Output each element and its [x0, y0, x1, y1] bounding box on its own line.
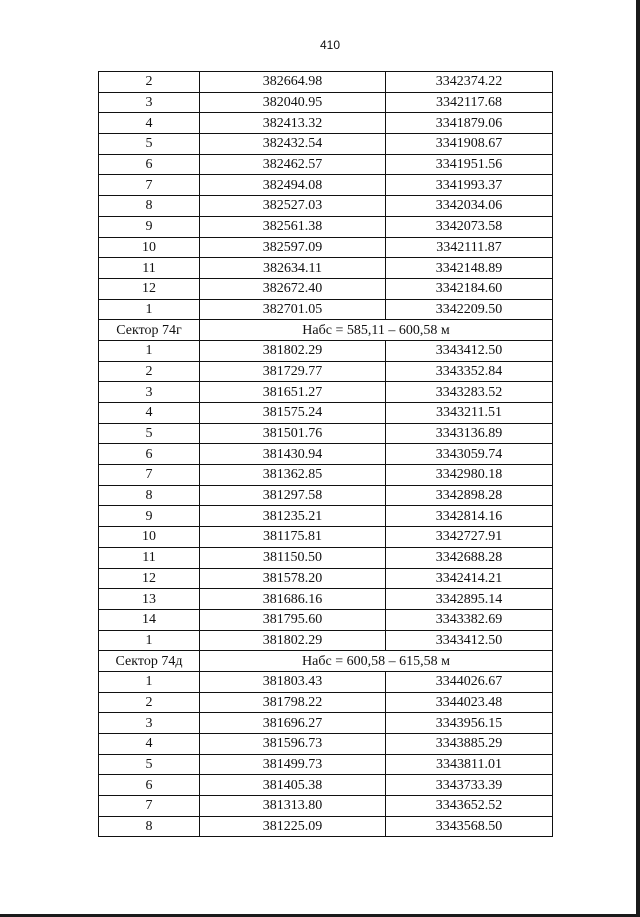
- point-number: 6: [99, 775, 200, 796]
- x-coordinate: 381501.76: [200, 423, 386, 444]
- table-row: [99, 506, 553, 527]
- x-coordinate: 382040.95: [200, 92, 386, 113]
- y-coordinate: 3342688.28: [386, 547, 553, 568]
- coordinates-table-body: [99, 72, 553, 837]
- point-number: 10: [99, 237, 200, 258]
- table-row: [99, 340, 553, 361]
- y-coordinate: 3342209.50: [386, 299, 553, 320]
- table-row: [99, 72, 553, 93]
- y-coordinate: 3342117.68: [386, 92, 553, 113]
- table-row: [99, 630, 553, 651]
- x-coordinate: 381795.60: [200, 609, 386, 630]
- y-coordinate: 3343652.52: [386, 796, 553, 817]
- table-row: [99, 361, 553, 382]
- table-row: [99, 485, 553, 506]
- table-row: [99, 444, 553, 465]
- y-coordinate: 3343733.39: [386, 775, 553, 796]
- table-row: [99, 113, 553, 134]
- y-coordinate: 3341951.56: [386, 154, 553, 175]
- point-number: 4: [99, 403, 200, 424]
- point-number: 11: [99, 258, 200, 279]
- table-row: [99, 196, 553, 217]
- sector-height-range: Набс = 585,11 – 600,58 м: [200, 320, 553, 341]
- y-coordinate: 3342898.28: [386, 485, 553, 506]
- y-coordinate: 3343811.01: [386, 754, 553, 775]
- x-coordinate: 382634.11: [200, 258, 386, 279]
- point-number: 8: [99, 816, 200, 837]
- x-coordinate: 381686.16: [200, 589, 386, 610]
- point-number: 5: [99, 134, 200, 155]
- table-row: [99, 154, 553, 175]
- point-number: 14: [99, 609, 200, 630]
- table-row: [99, 527, 553, 548]
- table-row: [99, 403, 553, 424]
- x-coordinate: 381297.58: [200, 485, 386, 506]
- y-coordinate: 3343382.69: [386, 609, 553, 630]
- point-number: 2: [99, 361, 200, 382]
- x-coordinate: 381596.73: [200, 734, 386, 755]
- x-coordinate: 382597.09: [200, 237, 386, 258]
- x-coordinate: 381313.80: [200, 796, 386, 817]
- y-coordinate: 3342111.87: [386, 237, 553, 258]
- x-coordinate: 382672.40: [200, 278, 386, 299]
- scan-edge-right: [636, 0, 640, 917]
- y-coordinate: 3344026.67: [386, 671, 553, 692]
- y-coordinate: 3343412.50: [386, 340, 553, 361]
- coordinates-table: [98, 71, 553, 837]
- point-number: 2: [99, 692, 200, 713]
- point-number: 3: [99, 713, 200, 734]
- point-number: 3: [99, 92, 200, 113]
- table-row: [99, 278, 553, 299]
- x-coordinate: 381235.21: [200, 506, 386, 527]
- y-coordinate: 3342148.89: [386, 258, 553, 279]
- x-coordinate: 382494.08: [200, 175, 386, 196]
- sector-height-range: Набс = 600,58 – 615,58 м: [200, 651, 553, 672]
- point-number: 8: [99, 196, 200, 217]
- y-coordinate: 3343283.52: [386, 382, 553, 403]
- table-row: [99, 609, 553, 630]
- table-row: [99, 465, 553, 486]
- x-coordinate: 381651.27: [200, 382, 386, 403]
- sector-label: Сектор 74г: [99, 320, 200, 341]
- point-number: 1: [99, 671, 200, 692]
- y-coordinate: 3343956.15: [386, 713, 553, 734]
- y-coordinate: 3341993.37: [386, 175, 553, 196]
- y-coordinate: 3342814.16: [386, 506, 553, 527]
- point-number: 6: [99, 444, 200, 465]
- point-number: 1: [99, 299, 200, 320]
- point-number: 12: [99, 568, 200, 589]
- y-coordinate: 3341879.06: [386, 113, 553, 134]
- y-coordinate: 3342414.21: [386, 568, 553, 589]
- x-coordinate: 381578.20: [200, 568, 386, 589]
- table-row: [99, 216, 553, 237]
- x-coordinate: 381696.27: [200, 713, 386, 734]
- point-number: 4: [99, 734, 200, 755]
- point-number: 5: [99, 423, 200, 444]
- x-coordinate: 382527.03: [200, 196, 386, 217]
- point-number: 5: [99, 754, 200, 775]
- x-coordinate: 381225.09: [200, 816, 386, 837]
- y-coordinate: 3342034.06: [386, 196, 553, 217]
- table-row: [99, 382, 553, 403]
- table-row: [99, 796, 553, 817]
- point-number: 7: [99, 175, 200, 196]
- x-coordinate: 381175.81: [200, 527, 386, 548]
- x-coordinate: 381802.29: [200, 340, 386, 361]
- table-row: [99, 734, 553, 755]
- y-coordinate: 3343211.51: [386, 403, 553, 424]
- point-number: 1: [99, 630, 200, 651]
- y-coordinate: 3341908.67: [386, 134, 553, 155]
- x-coordinate: 381430.94: [200, 444, 386, 465]
- y-coordinate: 3342895.14: [386, 589, 553, 610]
- point-number: 1: [99, 340, 200, 361]
- table-row: [99, 423, 553, 444]
- page-number: 410: [319, 38, 341, 52]
- table-row: [99, 589, 553, 610]
- y-coordinate: 3343568.50: [386, 816, 553, 837]
- x-coordinate: 382432.54: [200, 134, 386, 155]
- y-coordinate: 3343352.84: [386, 361, 553, 382]
- x-coordinate: 381499.73: [200, 754, 386, 775]
- x-coordinate: 381729.77: [200, 361, 386, 382]
- point-number: 7: [99, 465, 200, 486]
- table-row: [99, 134, 553, 155]
- table-row: [99, 671, 553, 692]
- x-coordinate: 381362.85: [200, 465, 386, 486]
- y-coordinate: 3342184.60: [386, 278, 553, 299]
- x-coordinate: 381798.22: [200, 692, 386, 713]
- table-row: [99, 299, 553, 320]
- sector-header-row: [99, 320, 553, 341]
- table-row: [99, 692, 553, 713]
- point-number: 2: [99, 72, 200, 93]
- y-coordinate: 3343412.50: [386, 630, 553, 651]
- point-number: 10: [99, 527, 200, 548]
- point-number: 11: [99, 547, 200, 568]
- table-row: [99, 754, 553, 775]
- y-coordinate: 3344023.48: [386, 692, 553, 713]
- y-coordinate: 3342727.91: [386, 527, 553, 548]
- y-coordinate: 3343136.89: [386, 423, 553, 444]
- x-coordinate: 382413.32: [200, 113, 386, 134]
- table-row: [99, 237, 553, 258]
- x-coordinate: 382561.38: [200, 216, 386, 237]
- table-row: [99, 816, 553, 837]
- point-number: 13: [99, 589, 200, 610]
- point-number: 9: [99, 216, 200, 237]
- point-number: 12: [99, 278, 200, 299]
- table-row: [99, 775, 553, 796]
- y-coordinate: 3342073.58: [386, 216, 553, 237]
- table-row: [99, 92, 553, 113]
- x-coordinate: 381803.43: [200, 671, 386, 692]
- y-coordinate: 3343059.74: [386, 444, 553, 465]
- point-number: 9: [99, 506, 200, 527]
- point-number: 7: [99, 796, 200, 817]
- y-coordinate: 3343885.29: [386, 734, 553, 755]
- table-row: [99, 713, 553, 734]
- x-coordinate: 381575.24: [200, 403, 386, 424]
- table-row: [99, 258, 553, 279]
- x-coordinate: 381150.50: [200, 547, 386, 568]
- x-coordinate: 381405.38: [200, 775, 386, 796]
- point-number: 3: [99, 382, 200, 403]
- x-coordinate: 381802.29: [200, 630, 386, 651]
- y-coordinate: 3342980.18: [386, 465, 553, 486]
- point-number: 8: [99, 485, 200, 506]
- table-row: [99, 547, 553, 568]
- sector-header-row: [99, 651, 553, 672]
- sector-label: Сектор 74д: [99, 651, 200, 672]
- point-number: 4: [99, 113, 200, 134]
- table-row: [99, 568, 553, 589]
- x-coordinate: 382664.98: [200, 72, 386, 93]
- table-row: [99, 175, 553, 196]
- point-number: 6: [99, 154, 200, 175]
- y-coordinate: 3342374.22: [386, 72, 553, 93]
- x-coordinate: 382701.05: [200, 299, 386, 320]
- x-coordinate: 382462.57: [200, 154, 386, 175]
